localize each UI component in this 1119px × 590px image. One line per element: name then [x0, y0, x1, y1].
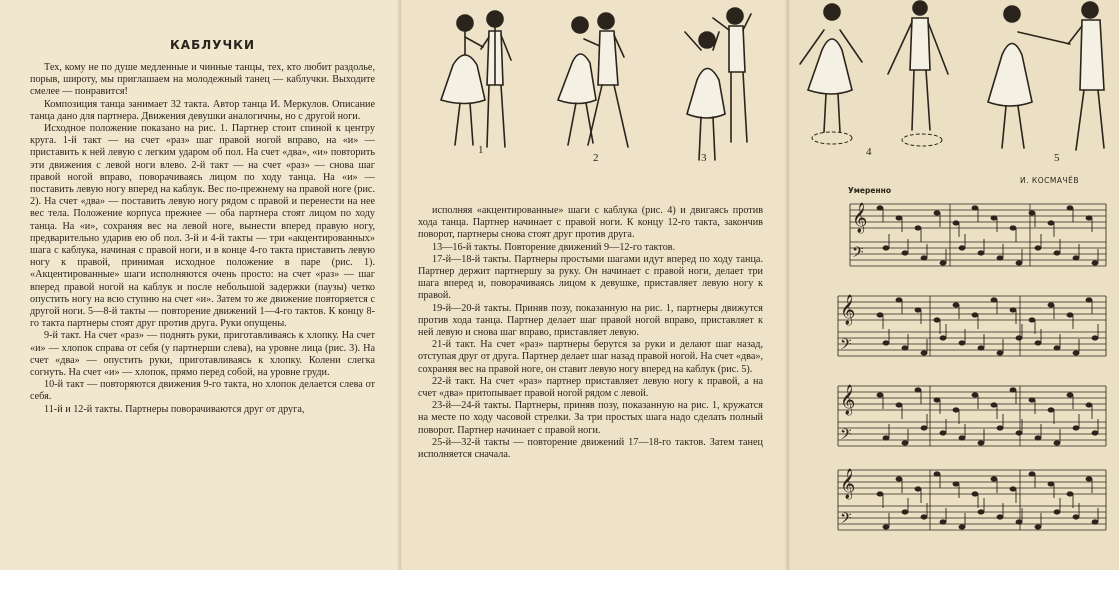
- note-head: [934, 398, 940, 402]
- note-head: [1073, 256, 1079, 260]
- note-head: [1086, 477, 1092, 481]
- note-head: [883, 341, 889, 345]
- composer-name: И. КОСМАЧЁВ: [1020, 176, 1079, 185]
- note-head: [1048, 221, 1054, 225]
- note-head: [1029, 211, 1035, 215]
- note-head: [1092, 336, 1098, 340]
- paragraph: исполняя «акцентированные» шаги с каблука (рис. 4) и двигаясь против хода танца. Партнер начинает с правой ноги. К концу 12-го такта, закончив поворот, партнеры снова стоят друг против друга.: [418, 205, 763, 241]
- note-head: [1048, 482, 1054, 486]
- note-head: [1073, 351, 1079, 355]
- note-head: [896, 298, 902, 302]
- svg-text:𝄞: 𝄞: [840, 385, 856, 415]
- note-head: [1092, 520, 1098, 524]
- note-head: [972, 313, 978, 317]
- note-head: [1035, 246, 1041, 250]
- note-head: [1016, 431, 1022, 435]
- paragraph: 17-й—18-й такты. Партнеры простыми шагами идут вперед по ходу танца. Партнер держит партнершу за руку. Он начинает с правой ноги, делает три шага вперед и, поворачиваясь лицом к девушке, приставляет левую ногу к правой.: [418, 253, 763, 302]
- note-head: [997, 426, 1003, 430]
- note-head: [959, 341, 965, 345]
- paragraph: Тех, кому не по душе медленные и чинные танцы, тех, кто любит раздолье, порыв, широту, мы приглашаем на молодежный танец — каблучки. Выходите смелее — понравится!: [30, 62, 375, 98]
- note-head: [1010, 226, 1016, 230]
- note-head: [915, 226, 921, 230]
- paragraph: 23-й—24-й такты. Партнеры, приняв позу, показанную на рис. 1, кружатся на месте по ходу часовой стрелки. За три простых шага надо сделать полный поворот. Партнер начинает с правой ноги.: [418, 400, 763, 436]
- note-head: [883, 246, 889, 250]
- note-head: [877, 492, 883, 496]
- description-column-2: [418, 205, 763, 461]
- paragraph: 11-й и 12-й такты. Партнеры поворачиваются друг от друга,: [44, 403, 305, 415]
- note-head: [1054, 251, 1060, 255]
- note-head: [1048, 408, 1054, 412]
- note-head: [902, 251, 908, 255]
- paragraph: 19-й—20-й такты. Приняв позу, показанную на рис. 1, партнеры движутся против хода танца. Партнер делает шаг правой ногой вправо, приставляет к ней левую и снова шаг вправо, приставляет левую.: [418, 302, 763, 339]
- svg-text:𝄞: 𝄞: [852, 203, 868, 233]
- note-head: [877, 393, 883, 397]
- note-head: [921, 256, 927, 260]
- note-head: [959, 436, 965, 440]
- note-head: [978, 346, 984, 350]
- svg-text:𝄢: 𝄢: [840, 336, 852, 357]
- note-head: [953, 303, 959, 307]
- note-head: [953, 221, 959, 225]
- sheet-music-score: [830, 190, 1110, 550]
- figure-number-3: 3: [701, 152, 707, 164]
- note-head: [997, 515, 1003, 519]
- note-head: [934, 318, 940, 322]
- figure-number-4: 4: [866, 146, 872, 158]
- dance-figure-4: [790, 0, 970, 160]
- note-head: [1086, 403, 1092, 407]
- note-head: [1067, 492, 1073, 496]
- note-head: [972, 206, 978, 210]
- note-head: [1054, 441, 1060, 445]
- note-head: [1092, 431, 1098, 435]
- note-head: [1073, 515, 1079, 519]
- note-head: [915, 308, 921, 312]
- svg-text:𝄢: 𝄢: [852, 244, 864, 265]
- paragraph: 13—16-й такты. Повторение движений 9—12-го тактов.: [432, 241, 676, 253]
- note-head: [959, 525, 965, 529]
- note-head: [991, 477, 997, 481]
- note-head: [921, 426, 927, 430]
- paragraph: 10-й такт — повторяются движения 9-го такта, но хлопок делается слева от себя.: [30, 379, 375, 403]
- note-head: [1067, 313, 1073, 317]
- note-head: [940, 261, 946, 265]
- note-head: [1067, 206, 1073, 210]
- note-head: [991, 216, 997, 220]
- note-head: [902, 441, 908, 445]
- dance-figure-3: [675, 2, 775, 162]
- paragraph: 22-й такт. На счет «раз» партнер приставляет левую ногу к правой, а на счет «два» притопывает правой ногой рядом с левой.: [418, 375, 763, 400]
- note-head: [902, 510, 908, 514]
- paragraph: 21-й такт. На счет «раз» партнеры берутся за руки и делают шаг назад, отступая друг от друга. Партнер делает шаг назад правой ногой. На счет «два», сохраняя вес на правой ноге, он ставит левую ногу вперед на каблук (рис. 5).: [418, 339, 763, 375]
- note-head: [997, 351, 1003, 355]
- note-head: [921, 351, 927, 355]
- note-head: [1035, 525, 1041, 529]
- note-head: [1086, 298, 1092, 302]
- note-head: [940, 520, 946, 524]
- note-head: [896, 403, 902, 407]
- note-head: [1010, 487, 1016, 491]
- note-head: [1086, 216, 1092, 220]
- note-head: [883, 525, 889, 529]
- note-head: [978, 510, 984, 514]
- dance-figure-5: [980, 0, 1119, 160]
- note-head: [1016, 261, 1022, 265]
- tempo-marking: Умеренно: [848, 186, 891, 195]
- paragraph: Композиция танца занимает 32 такта. Автор танца И. Меркулов. Описание танца дано для партнера. Движения девушки аналогичны, но с другой ноги.: [30, 98, 375, 122]
- note-head: [1054, 346, 1060, 350]
- figure-number-1: 1: [478, 144, 484, 156]
- figure-number-2: 2: [593, 152, 599, 164]
- note-head: [1010, 308, 1016, 312]
- svg-text:𝄢: 𝄢: [840, 510, 852, 531]
- note-head: [1016, 520, 1022, 524]
- description-column-1: [30, 62, 375, 416]
- note-head: [902, 346, 908, 350]
- note-head: [1048, 303, 1054, 307]
- note-head: [921, 515, 927, 519]
- note-head: [896, 216, 902, 220]
- note-head: [997, 256, 1003, 260]
- note-head: [934, 472, 940, 476]
- note-head: [1029, 472, 1035, 476]
- note-head: [1016, 336, 1022, 340]
- note-head: [1092, 261, 1098, 265]
- svg-text:𝄞: 𝄞: [840, 295, 856, 325]
- note-head: [991, 298, 997, 302]
- note-head: [915, 487, 921, 491]
- note-head: [1029, 398, 1035, 402]
- note-head: [1073, 426, 1079, 430]
- note-head: [972, 492, 978, 496]
- paragraph: Исходное положение показано на рис. 1. Партнер стоит спиной к центру круга. 1-й такт — на счет «раз» шаг правой ногой вправо, на «и» — приставить к ней левую с легким ударом об пол. На счет «два», «и» повторить эти движения с левой ноги влево. 2-й такт — на счет «раз» — снова шаг правой ногой вправо, поворачиваясь лицом по ходу танца. На «и» — поставить левую ногу вперед на каблук. Вес по-прежнему на правой ноге (рис. 2). На счет «два» — поставить левую ногу рядом с правой и перенести на нее вес тела. Положение корпуса прежнее — оба партнера стоят лицом по ходу танца. На «и», сохраняя вес на левой ноге, вынести вперед правую ногу, предварительно ударив ею об пол. 3-й и 4-й такты — три «акцентированных» шага с каблука, начиная с правой ноги, и в конце 4-го такта приставить левую ногу к правой, принимая исходное положение в паре (рис. 1). «Акцентированные» шаги исполняются очень просто: на счет «раз» — шаг вперед правой ногой на каблук и после небольшой задержки (паузы) четко опустить ногу на всю ступню на счет «и». Затем то же движение повторяется с другой ноги. 5—8-й такты — повторение движений 1—4-го тактов. К концу 8-го такта партнеры стоят друг против друга. Руки опущены.: [30, 123, 375, 330]
- note-head: [1035, 341, 1041, 345]
- note-head: [953, 482, 959, 486]
- note-head: [959, 246, 965, 250]
- note-head: [940, 431, 946, 435]
- svg-text:𝄞: 𝄞: [840, 469, 856, 499]
- note-head: [1067, 393, 1073, 397]
- dance-title: КАБЛУЧКИ: [170, 38, 256, 52]
- scan-bottom-margin: [0, 570, 1119, 590]
- note-head: [940, 336, 946, 340]
- note-head: [915, 388, 921, 392]
- note-head: [978, 251, 984, 255]
- note-head: [953, 408, 959, 412]
- figure-number-5: 5: [1054, 152, 1060, 164]
- note-head: [1054, 510, 1060, 514]
- note-head: [877, 206, 883, 210]
- dance-figure-1: [425, 5, 535, 155]
- note-head: [972, 393, 978, 397]
- note-head: [883, 436, 889, 440]
- note-head: [1029, 318, 1035, 322]
- dance-figure-2: [548, 5, 648, 155]
- note-head: [934, 211, 940, 215]
- note-head: [896, 477, 902, 481]
- note-head: [991, 403, 997, 407]
- paragraph: 9-й такт. На счет «раз» — поднять руки, приготавливаясь к хлопку. На счет «и» — хлопок справа от себя (у партнерши слева), на уровне лица (рис. 3). На счет «два» — опустить руки, приготавливаясь к хлопку. Колени слегка согнуть. На счет «и» — хлопок, прямо перед собой, на уровне груди.: [30, 330, 375, 379]
- fold-crease-left: [397, 0, 403, 570]
- note-head: [877, 313, 883, 317]
- note-head: [1010, 388, 1016, 392]
- note-head: [1035, 436, 1041, 440]
- note-head: [978, 441, 984, 445]
- paragraph: 25-й—32-й такты — повторение движений 17—18-го тактов. Затем танец исполняется сначала.: [418, 436, 763, 461]
- svg-text:𝄢: 𝄢: [840, 426, 852, 447]
